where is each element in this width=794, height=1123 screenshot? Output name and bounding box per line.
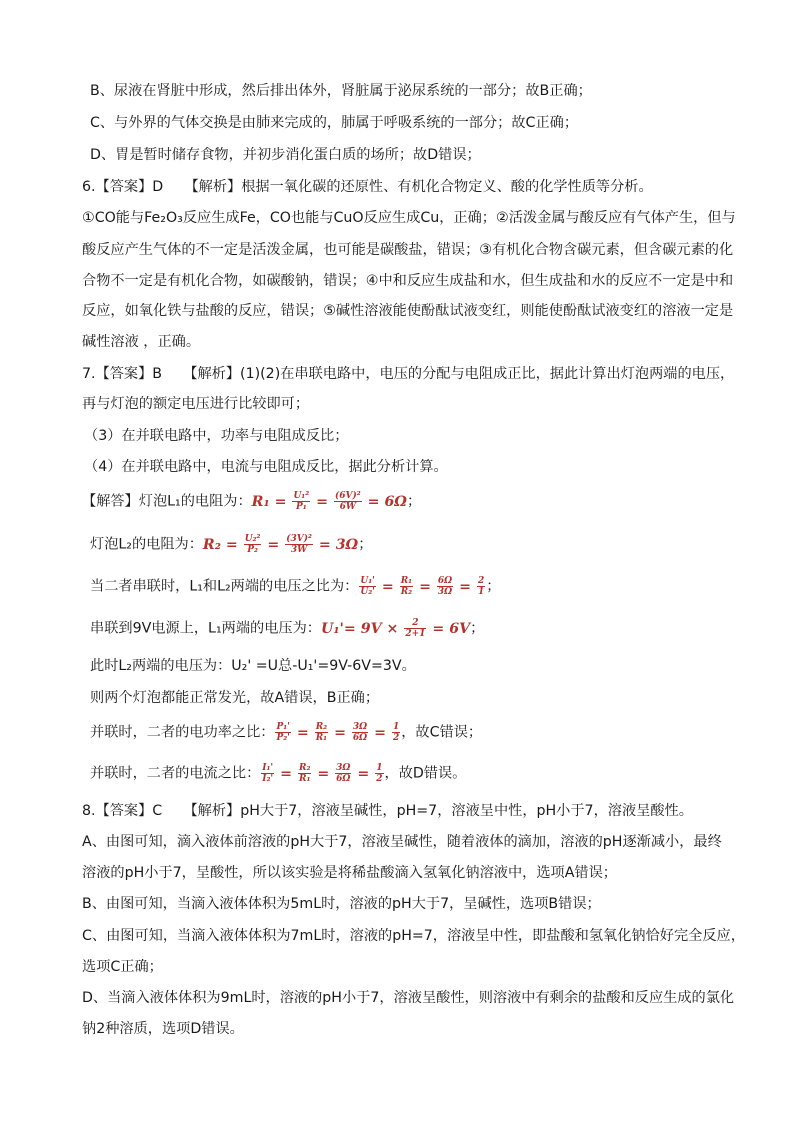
text-line: 则两个灯泡都能正常发光，故A错误，B正确； xyxy=(90,690,380,706)
formula-power-ratio: $\frac{\text{P₁'}}{\text{P₂'}}$ = $\frac{\text{R₂}}{\text{R₁}}$ = $\frac{3\Omega}{6\Omega}$ = $\frac{1}{2}$ xyxy=(276,722,400,743)
text-line: 溶液的pH小于7，呈酸性，所以该实验是将稀盐酸滴入氢氧化钠溶液中，选项A错误； xyxy=(82,865,617,881)
formula-line-r1: 【解答】灯泡L₁的电阻为：R₁ = $\frac{\text{U₁²}}{\text{P₁}}$ = $\frac{\text{(6V)²}}{6W}$ = 6Ω； xyxy=(82,491,422,512)
text-line: 此时L₂两端的电压为：U₂' =U总-U₁'=9V-6V=3V。 xyxy=(90,658,416,674)
text-line: C、与外界的气体交换是由肺来完成的，肺属于呼吸系统的一部分；故C正确； xyxy=(90,115,579,131)
formula-u1: U₁'= 9V × $\frac{2}{2+1}$ = 6V xyxy=(320,618,471,639)
text-line: （4）在并联电路中，电流与电阻成反比，据此分析计算。 xyxy=(84,459,448,475)
text-line: ①CO能与Fe₂O₃反应生成Fe，CO也能与CuO反应生成Cu，正确；②活泼金属与酸反应有气体产生，但与 xyxy=(82,210,736,226)
text-line: B、尿液在肾脏中形成，然后排出体外，肾脏属于泌尿系统的一部分；故B正确； xyxy=(90,83,592,99)
text-line: 钠2种溶质，选项D错误。 xyxy=(82,1021,244,1037)
formula-line-current-ratio: 并联时，二者的电流之比： $\frac{\text{I₁'}}{\text{I₂'}}$ = $\frac{\text{R₂}}{\text{R₁}}$ = $\frac{3\Omega}{6\Omega}$ = $\frac{1}{2}$ ，故D错误。 xyxy=(90,763,467,784)
text-line: A、由图可知，滴入液体前溶液的pH大于7，溶液呈碱性，随着液体的滴加，溶液的pH逐渐减小，最终 xyxy=(82,834,722,850)
formula-line-voltage-ratio: 当二者串联时，L₁和L₂两端的电压之比为： $\frac{\text{U₁'}}{\text{U₂'}}$ = $\frac{\text{R₁}}{\text{R₂}}$ = $\frac{6\Omega}{3\Omega}$ = $\frac{2}{1}$ ； xyxy=(90,576,501,597)
text-line: D、胃是暂时储存食物，并初步消化蛋白质的场所；故D错误； xyxy=(90,147,481,163)
text-line: 反应，如氧化铁与盐酸的反应，错误；⑤碱性溶液能使酚酞试液变红，则能使酚酞试液变红的溶液一定是 xyxy=(82,303,734,319)
text-line: 合物不一定是有机化合物，如碳酸钠，错误；④中和反应生成盐和水，但生成盐和水的反应不一定是中和 xyxy=(82,273,734,289)
text-line: 酸反应产生气体的不一定是活泼金属，也可能是碳酸盐，错误；③有机化合物含碳元素，但含碳元素的化 xyxy=(82,242,734,258)
text-line: B、由图可知，当滴入液体体积为5mL时，溶液的pH大于7，呈碱性，选项B错误； xyxy=(82,896,601,912)
text-line: D、当滴入液体体积为9mL时，溶液的pH小于7，溶液呈酸性，则溶液中有剩余的盐酸和反应生成的氯化 xyxy=(82,990,735,1006)
formula-voltage-ratio: $\frac{\text{U₁'}}{\text{U₂'}}$ = $\frac{\text{R₁}}{\text{R₂}}$ = $\frac{6\Omega}{3\Omega}$ = $\frac{2}{1}$ xyxy=(360,576,485,597)
answer-6-heading: 6.【答案】D 【解析】根据一氧化碳的还原性、有机化合物定义、酸的化学性质等分析。 xyxy=(82,179,653,195)
answer-8-heading: 8.【答案】C 【解析】pH大于7，溶液呈碱性，pH=7，溶液呈中性，pH小于7，溶液呈酸性。 xyxy=(82,803,693,819)
formula-line-power-ratio: 并联时，二者的电功率之比： $\frac{\text{P₁'}}{\text{P₂'}}$ = $\frac{\text{R₂}}{\text{R₁}}$ = $\frac{3\Omega}{6\Omega}$ = $\frac{1}{2}$ ，故C错误； xyxy=(90,722,483,743)
formula-line-u1: 串联到9V电源上，L₁两端的电压为：U₁'= 9V × $\frac{2}{2+1}$ = 6V； xyxy=(90,618,485,639)
formula-r2: R₂ = $\frac{\text{U₂²}}{\text{P₂}}$ = $\frac{\text{(3V)²}}{3W}$ = 3Ω xyxy=(202,534,359,555)
text-line: 选项C正确； xyxy=(82,959,163,975)
formula-current-ratio: $\frac{\text{I₁'}}{\text{I₂'}}$ = $\frac{\text{R₂}}{\text{R₁}}$ = $\frac{3\Omega}{6\Omega}$ = $\frac{1}{2}$ xyxy=(262,763,383,784)
text-line: 再与灯泡的额定电压进行比较即可； xyxy=(82,396,310,412)
text-line: C、由图可知，当滴入液体体积为7mL时，溶液的pH=7，溶液呈中性，即盐酸和氢氧化钠恰好完全反应， xyxy=(82,928,745,944)
text-line: 碱性溶液 ，正确。 xyxy=(82,334,201,350)
answer-7-heading: 7.【答案】B 【解析】(1)(2)在串联电路中，电压的分配与电阻成正比，据此计算出灯泡两端的电压， xyxy=(82,366,735,382)
formula-r1: R₁ = $\frac{\text{U₁²}}{\text{P₁}}$ = $\frac{\text{(6V)²}}{6W}$ = 6Ω xyxy=(251,491,407,512)
text-line: （3）在并联电路中，功率与电阻成反比； xyxy=(84,428,349,444)
formula-line-r2: 灯泡L₂的电阻为：R₂ = $\frac{\text{U₂²}}{\text{P₂}}$ = $\frac{\text{(3V)²}}{3W}$ = 3Ω； xyxy=(90,534,373,555)
